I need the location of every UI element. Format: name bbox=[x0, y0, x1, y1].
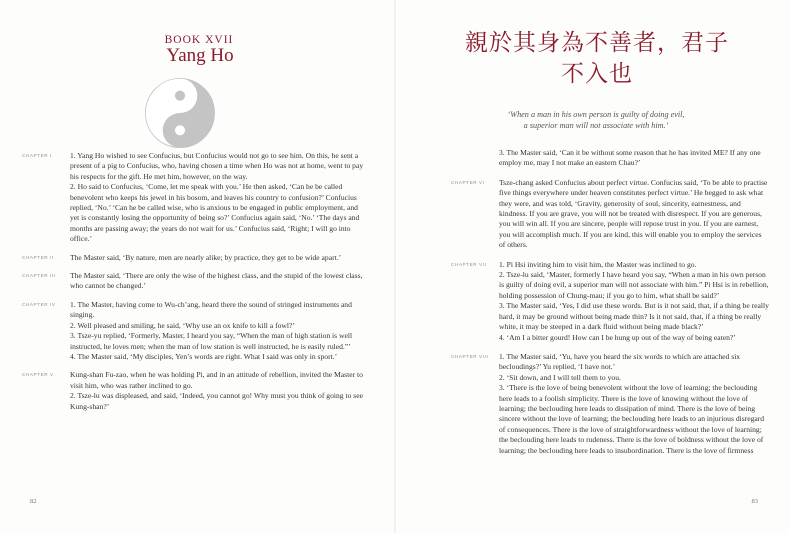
chapter-block bbox=[451, 178, 769, 251]
chapter-label: CHAPTER II bbox=[22, 254, 54, 260]
paragraph: 4. The Master said, ‘My disciples, Yen’s words are right. What I said was only in sport.’ bbox=[70, 351, 338, 361]
chapter-text bbox=[70, 271, 367, 292]
chapter-label: CHAPTER I bbox=[22, 153, 52, 158]
chinese-quote bbox=[432, 28, 762, 90]
page-number: 83 bbox=[751, 498, 758, 505]
paragraph: 1. Pi Hsi inviting him to visit him, the Master was inclined to go. bbox=[499, 259, 697, 269]
paragraph: 3. ‘There is the love of being benevolent without the love of learning; the beclouding here leads to a foolish simplicity. There is the love of knowing without the love of learning; the beclouding here leads to dissipation of mind. There is the love of being sincere without the love of learning; the beclouding here leads to an injurious disregard of consequences. There is the love of straightforwardness without the love of learning; the beclouding here leads to rudeness. There is the love of boldness without the love of learning; the beclouding here leads to insubordination. There is the love of firmness bbox=[499, 383, 765, 455]
chinese-quote-line: 親於其身為不善者，君子 bbox=[465, 30, 729, 56]
chapter-label: CHAPTER V bbox=[22, 372, 54, 378]
book-title: Yang Ho bbox=[166, 45, 234, 66]
chapter-block bbox=[451, 352, 769, 456]
paragraph: 3. The Master said, ‘Yes, I did use these words. But is it not said, that, if a thing be really hard, it may be ground without being made thin? Is it not said, that, if a thing be really white, it may be steeped in a dark fluid without being made black?’ bbox=[499, 301, 769, 332]
paragraph: 2. Tsze-lu said, ‘Master, formerly I have heard you say, “When a man in his own person is guilty of doing evil, a superior man will not associate with him.” Pi Hsi is in rebellion, holding possession of Chung-mau; if you go to him, what shall be said?’ bbox=[499, 270, 769, 300]
paragraph: 3. Tsze-yu replied, ‘Formerly, Master, I heard you say, “When the man of high station is well instructed, he loves men; when the man of low station is well instructed, he is easily ruled.”’ bbox=[70, 331, 353, 351]
chapter-text bbox=[499, 178, 769, 251]
page-number: 82 bbox=[30, 498, 37, 505]
chapter-text bbox=[499, 352, 769, 456]
right-page bbox=[396, 0, 790, 534]
chapter-block bbox=[22, 370, 367, 412]
paragraph: 3. The Master said, ‘Can it be without some reason that he has invited ME? If any one employ me, may I not make an eastern Chau?’ bbox=[499, 148, 761, 168]
right-chapters bbox=[451, 148, 769, 465]
yin-yang-icon bbox=[144, 77, 216, 149]
epigraph-line: ‘When a man in his own person is guilty of doing evil, bbox=[507, 110, 685, 119]
paragraph: 2. Tsze-lu was displeased, and said, ‘Indeed, you cannot go! Why must you think of going to see Kung-shan?’ bbox=[70, 391, 363, 411]
epigraph bbox=[496, 110, 696, 131]
paragraph: 1. Yang Ho wished to see Confucius, but Confucius would not go to see him. On this, he sent a present of a pig to Confucius, who, having chosen a time when Ho was not at home, went to pay his respects for the gift. He met him, however, on the way. bbox=[70, 151, 364, 181]
paragraph: 1. The Master said, ‘Yu, have you heard the six words to which are attached six becloudings?’ Yu replied, ‘I have not.’ bbox=[499, 351, 741, 372]
chapter-text bbox=[70, 370, 367, 412]
paragraph: 4. ‘Am I a bitter gourd! How can I be hung up out of the way of being eaten?’ bbox=[499, 332, 736, 342]
chapter-block bbox=[22, 253, 367, 263]
paragraph: 2. Ho said to Confucius, ‘Come, let me speak with you.’ He then asked, ‘Can he be called benevolent who keeps his jewel in his bosom, and leaves his country to confusion?’ Confucius replied, ‘No.’ ‘Can he be called wise, who is anxious to be engaged in public employment, and yet is constantly losing the opportunity of being so?’ Confucius again said, ‘No.’ ‘The days and months are passing away; the years do not wait for us.’ Confucius said, ‘Right; I will go into office.’ bbox=[70, 182, 360, 244]
paragraph: 2. Well pleased and smiling, he said, ‘Why use an ox knife to kill a fowl?’ bbox=[70, 320, 295, 330]
paragraph: The Master said, ‘By nature, men are nearly alike; by practice, they get to be wide apart.’ bbox=[70, 252, 342, 262]
paragraph: The Master said, ‘There are only the wise of the highest class, and the stupid of the lowest class, who cannot be changed.’ bbox=[70, 271, 363, 291]
chapter-label: CHAPTER VII bbox=[451, 261, 487, 267]
chapter-block bbox=[451, 260, 769, 343]
left-page bbox=[0, 0, 394, 534]
chapter-block bbox=[451, 148, 769, 169]
chinese-quote-line: 不入也 bbox=[561, 61, 633, 87]
paragraph: 2. ‘Sit down, and I will tell them to you. bbox=[499, 372, 621, 382]
chapter-text bbox=[70, 253, 367, 263]
epigraph-line: a superior man will not associate with him.’ bbox=[523, 120, 669, 130]
paragraph: Tsze-chang asked Confucius about perfect virtue. Confucius said, ‘To be able to practise five things everywhere under heaven constitutes perfect virtue.’ He begged to ask what they were, and was told, ‘Gravity, generosity of soul, sincerity, earnestness, and kindness. If you are grave, you will not be treated with disrespect. If you are generous, you will win all. If you are sincere, people will repose trust in you. If you are earnest, you will accomplish much. If you are kind, this will enable you to employ the services of others. bbox=[499, 177, 768, 250]
chapter-text bbox=[499, 260, 769, 343]
chapter-label: CHAPTER III bbox=[22, 273, 56, 279]
chapter-text bbox=[70, 151, 367, 245]
left-chapters bbox=[22, 151, 367, 420]
chapter-text bbox=[70, 300, 367, 362]
chapter-block bbox=[22, 271, 367, 292]
chapter-label: CHAPTER VI bbox=[451, 179, 485, 185]
chapter-block bbox=[22, 151, 367, 245]
chapter-label: CHAPTER VIII bbox=[451, 353, 489, 359]
chapter-block bbox=[22, 300, 367, 362]
paragraph: Kung-shan Fu-zao, when he was holding Pi, and in an attitude of rebellion, invited the Master to visit him, who was rather inclined to go. bbox=[70, 370, 363, 390]
paragraph: 1. The Master, having come to Wu-ch’ang, heard there the sound of stringed instruments and singing. bbox=[70, 299, 352, 320]
chapter-text bbox=[499, 148, 769, 169]
chapter-label: CHAPTER IV bbox=[22, 301, 56, 307]
book-label: BOOK XVII bbox=[164, 34, 234, 46]
